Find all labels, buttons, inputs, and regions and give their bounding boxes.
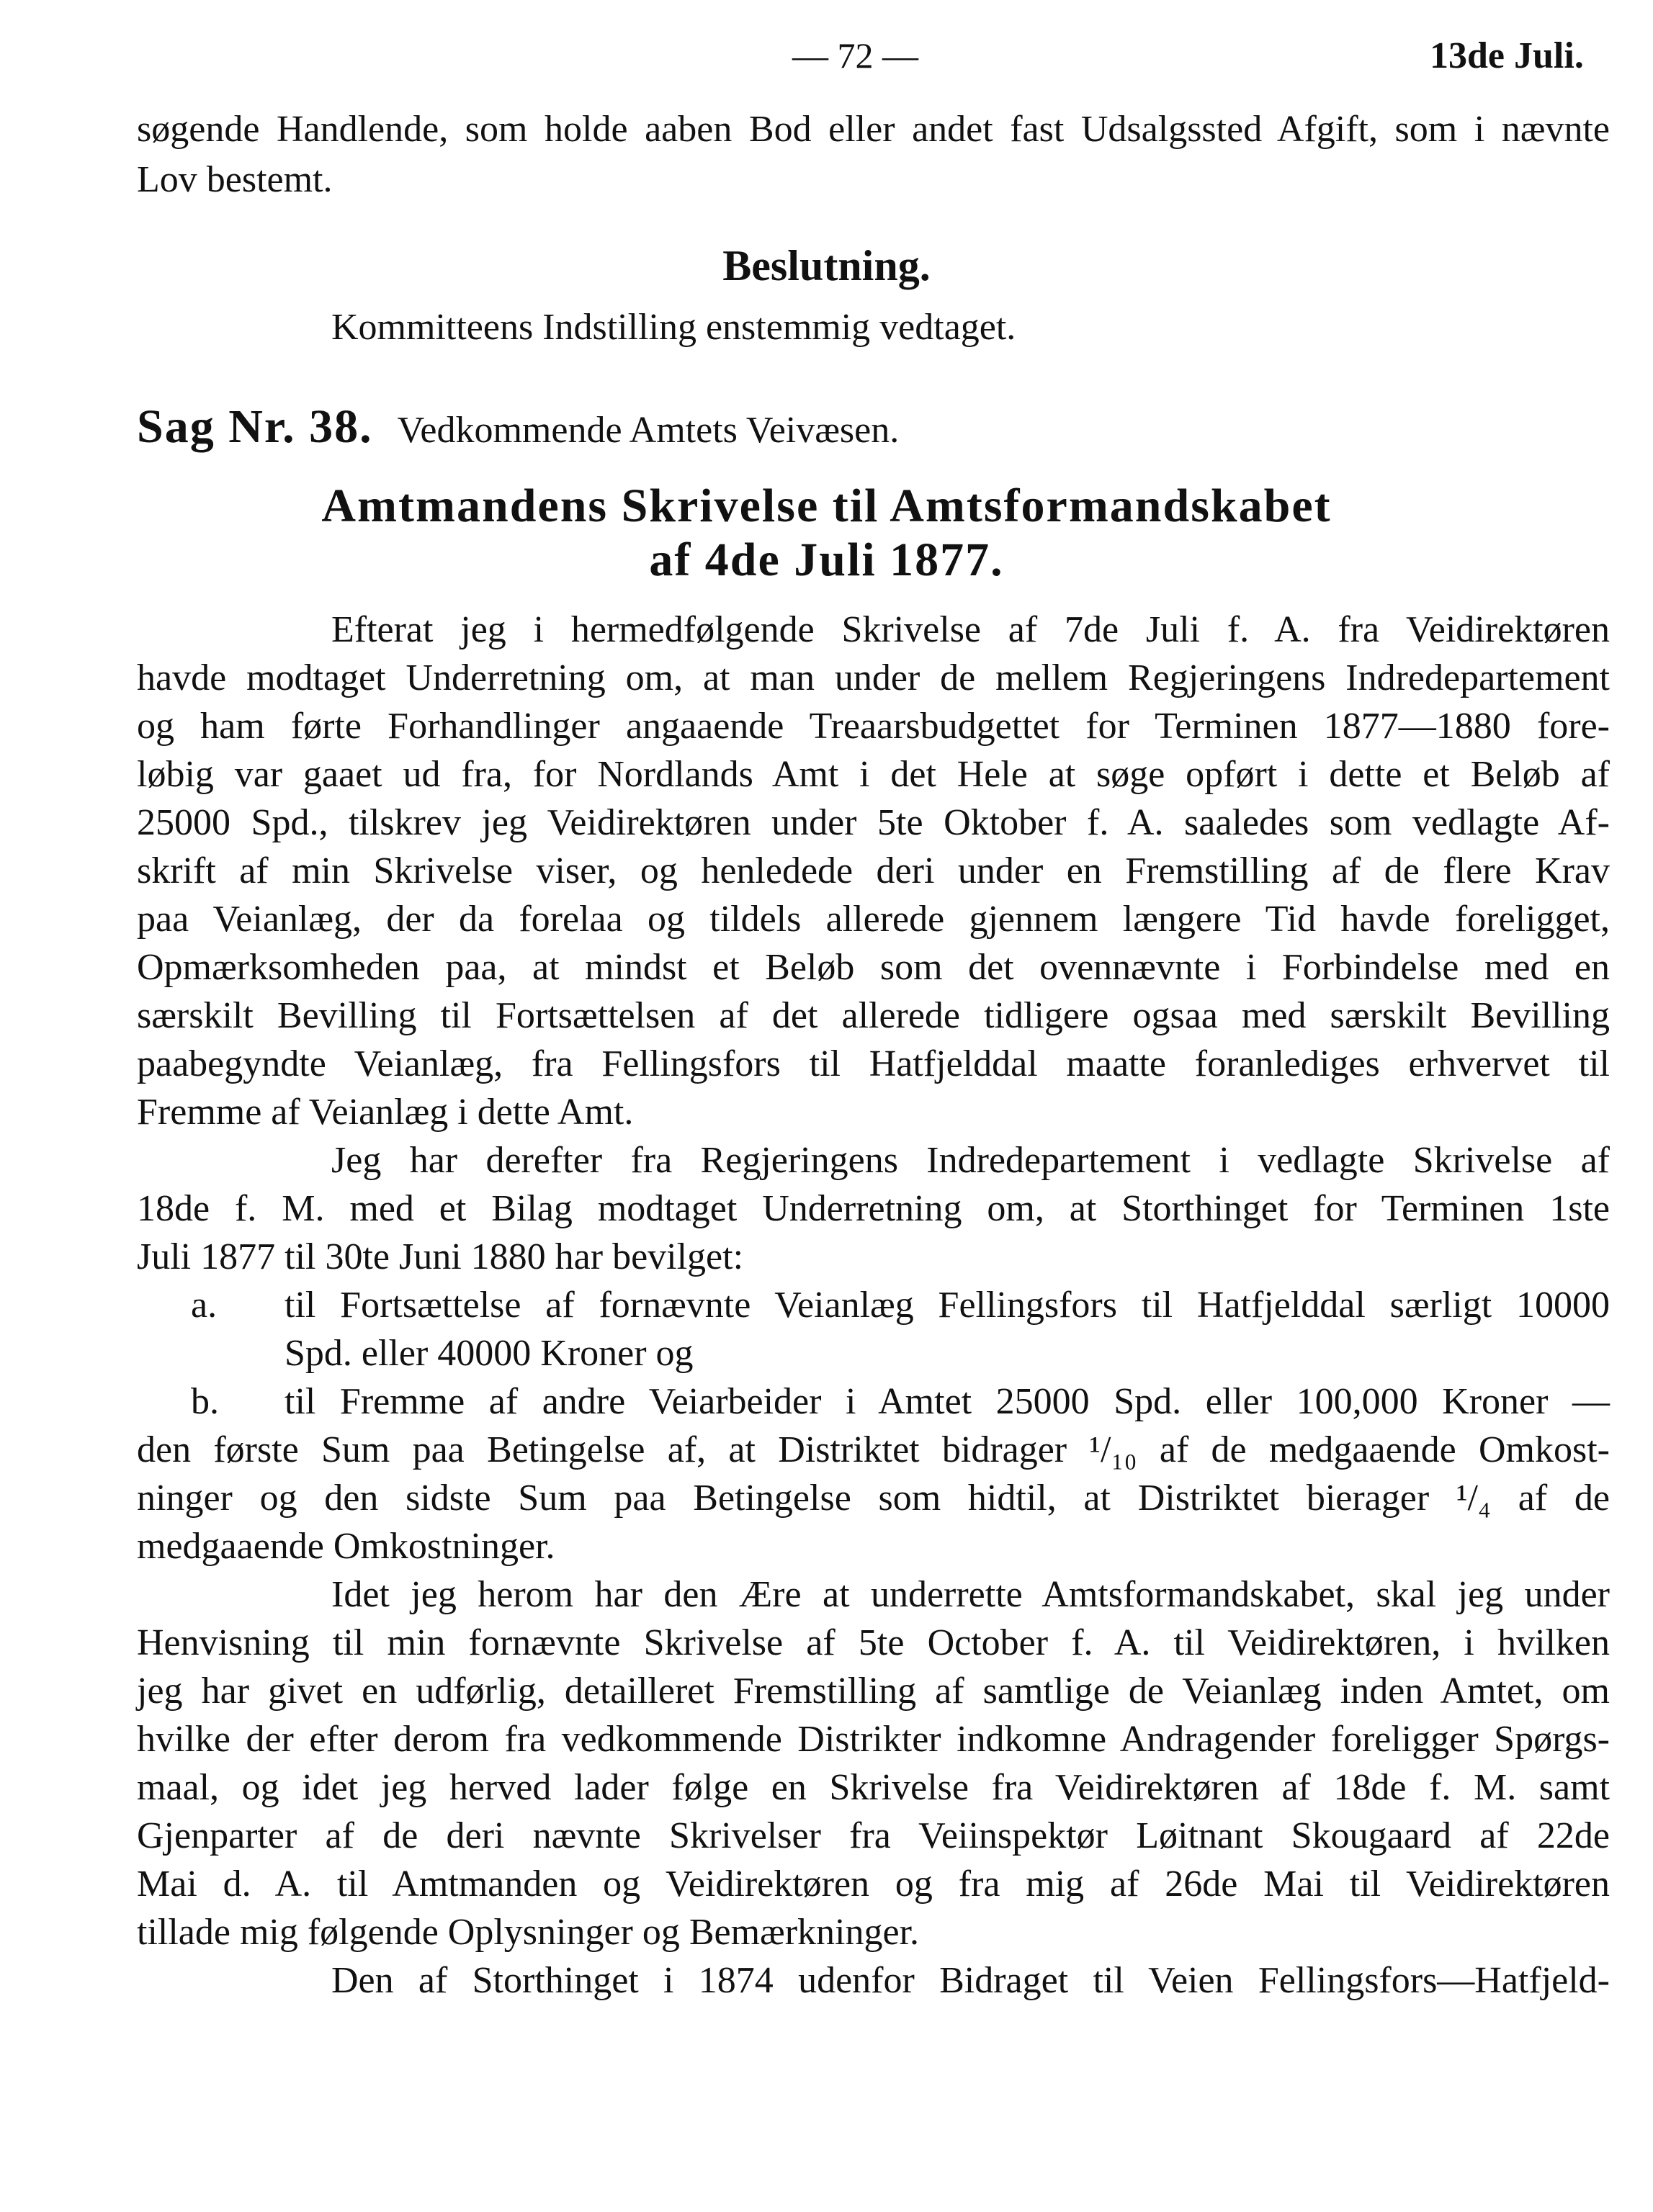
text-line: Gjenparter af de deri nævnte Skrivelser fra Veiinspektør Løitnant Skougaard af 22de bbox=[137, 1815, 1610, 1856]
text-line: Jeg har derefter fra Regjeringens Indredepartement i vedlagte Skrivelse af bbox=[331, 1140, 1610, 1181]
running-date: 13de Juli. bbox=[1430, 35, 1584, 76]
item-label-a: a. bbox=[191, 1285, 218, 1326]
item-label-b: b. bbox=[191, 1381, 219, 1422]
letter-title-date: af 4de Juli 1877. bbox=[649, 534, 1004, 586]
text-line: medgaaende Omkostninger. bbox=[137, 1526, 555, 1567]
item-line: Spd. eller 40000 Kroner og bbox=[285, 1333, 694, 1374]
text-line: den første Sum paa Betingelse af, at Distriktet bidrager ¹/₁₀ af de medgaaende Omkost- bbox=[137, 1429, 1610, 1470]
case-subject: Vedkommende Amtets Veivæsen. bbox=[397, 410, 900, 451]
text-line: søgende Handlende, som holde aaben Bod eller andet fast Udsalgssted Afgift, som i nævnte bbox=[137, 109, 1610, 150]
text-line: hvilke der efter derom fra vedkommende Distrikter indkomne Andragender foreligger Spørgs- bbox=[137, 1719, 1610, 1760]
text-line: Den af Storthinget i 1874 udenfor Bidraget til Veien Fellingsfors—Hatfjeld- bbox=[331, 1960, 1610, 2001]
item-line: til Fortsættelse af fornævnte Veianlæg Fellingsfors til Hatfjelddal særligt 10000 bbox=[285, 1285, 1610, 1326]
text-line: Lov bestemt. bbox=[137, 159, 333, 200]
letter-title: Amtmandens Skrivelse til Amtsformandskabet bbox=[321, 480, 1332, 532]
text-line: Juli 1877 til 30te Juni 1880 har bevilget: bbox=[137, 1236, 744, 1277]
text-line: 18de f. M. med et Bilag modtaget Underretning om, at Storthinget for Terminen 1ste bbox=[137, 1188, 1610, 1229]
text-line: Mai d. A. til Amtmanden og Veidirektøren og fra mig af 26de Mai til Veidirektøren bbox=[137, 1863, 1610, 1905]
item-line: til Fremme af andre Veiarbeider i Amtet 25000 Spd. eller 100,000 Kroner — bbox=[285, 1381, 1610, 1422]
resolution-heading: Beslutning. bbox=[722, 242, 931, 289]
case-number: Sag Nr. 38. bbox=[137, 400, 373, 453]
text-line: og ham førte Forhandlinger angaaende Treaarsbudgettet for Terminen 1877—1880 fore- bbox=[137, 706, 1610, 747]
text-line: tillade mig følgende Oplysninger og Bemærkninger. bbox=[137, 1912, 920, 1953]
text-line: 25000 Spd., tilskrev jeg Veidirektøren under 5te Oktober f. A. saaledes som vedlagte Af- bbox=[137, 802, 1610, 843]
text-line: Fremme af Veianlæg i dette Amt. bbox=[137, 1092, 634, 1133]
text-line: Opmærksomheden paa, at mindst et Beløb som det ovennævnte i Forbindelse med en bbox=[137, 947, 1610, 988]
text-line: Idet jeg herom har den Ære at underrette Amtsformandskabet, skal jeg under bbox=[331, 1574, 1610, 1615]
text-line: Efterat jeg i hermedfølgende Skrivelse af 7de Juli f. A. fra Veidirektøren bbox=[331, 609, 1610, 650]
text-line: skrift af min Skrivelse viser, og henledede deri under en Fremstilling af de flere Krav bbox=[137, 850, 1610, 891]
text-line: maal, og idet jeg herved lader følge en Skrivelse fra Veidirektøren af 18de f. M. samt bbox=[137, 1767, 1610, 1808]
page-number: — 72 — bbox=[792, 35, 918, 76]
text-line: jeg har givet en udførlig, detailleret Fremstilling af samtlige de Veianlæg inden Amtet, om bbox=[137, 1671, 1610, 1712]
text-line: særskilt Bevilling til Fortsættelsen af det allerede tidligere ogsaa med særskilt Bevilling bbox=[137, 995, 1610, 1036]
text-line: ninger og den sidste Sum paa Betingelse som hidtil, at Distriktet bierager ¹/₄ af de bbox=[137, 1478, 1610, 1519]
text-line: Henvisning til min fornævnte Skrivelse af 5te October f. A. til Veidirektøren, i hvilken bbox=[137, 1622, 1610, 1663]
resolution-text: Kommitteens Indstilling enstemmig vedtaget. bbox=[331, 307, 1016, 348]
text-line: paabegyndte Veianlæg, fra Fellingsfors til Hatfjelddal maatte foranlediges erhvervet til bbox=[137, 1043, 1610, 1084]
case-heading bbox=[137, 400, 899, 454]
text-line: paa Veianlæg, der da forelaa og tildels allerede gjennem længere Tid havde foreligget, bbox=[137, 899, 1610, 940]
text-line: havde modtaget Underretning om, at man under de mellem Regjeringens Indredepartement bbox=[137, 657, 1610, 698]
text-line: løbig var gaaet ud fra, for Nordlands Amt i det Hele at søge opført i dette et Beløb af bbox=[137, 754, 1610, 795]
